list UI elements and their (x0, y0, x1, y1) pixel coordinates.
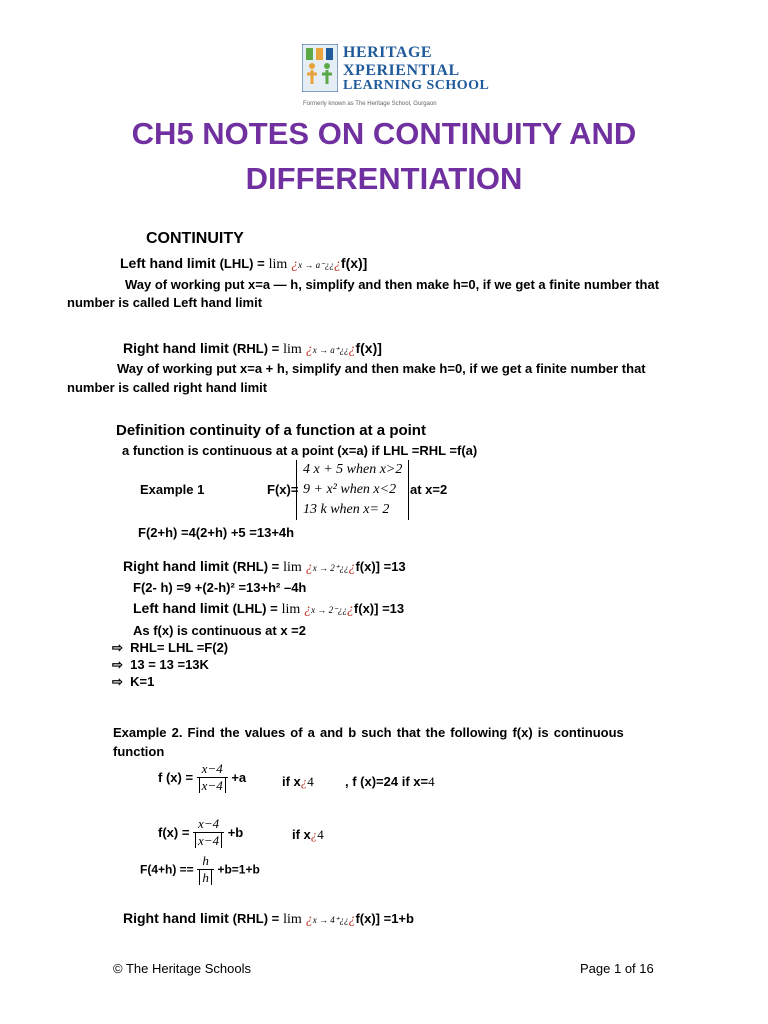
example1-bullet-3: ⇨ K=1 (112, 674, 155, 689)
lim-operator: lim (268, 257, 288, 272)
lhl-abbr: (LHL) = (219, 256, 265, 271)
definition-heading: Definition continuity of a function at a point (116, 422, 426, 439)
limit-subscript: x → a⁺¿¿ (312, 345, 349, 355)
rhl-label: Right hand limit (123, 910, 229, 926)
missing-glyph: ¿ (346, 602, 354, 617)
page-title-line2: DIFFERENTIATION (245, 161, 523, 196)
example1-step2: F(2- h) =9 +(2-h)² =13+h² –4h (133, 580, 307, 595)
logo-emblem (302, 44, 338, 92)
case-1: 4 x + 5 when x>2 (303, 462, 403, 477)
example2-f4h: F(4+h) == $\frac{h}{h}$ +b=1+b (140, 853, 260, 885)
fx-close: f(x)] (340, 255, 368, 271)
logo-line2: XPERIENTIAL (343, 62, 460, 79)
limit-subscript: x → a⁻¿¿ (298, 260, 334, 270)
example1-lhl (133, 600, 404, 618)
missing-glyph: ¿ (300, 774, 308, 789)
lhl-label: Left hand limit (133, 600, 229, 616)
lim-operator: lim (283, 342, 302, 357)
footer-page-number: Page 1 of 16 (580, 961, 654, 976)
rhl-label: Right hand limit (123, 558, 229, 574)
missing-glyph: ¿ (305, 560, 313, 575)
definition-text: a function is continuous at a point (x=a) if LHL =RHL =f(a) (122, 443, 478, 458)
lim-operator: lim (281, 602, 301, 617)
arrow-icon: ⇨ (112, 640, 123, 655)
continuity-heading: CONTINUITY (146, 230, 244, 247)
missing-glyph: ¿ (310, 827, 318, 842)
footer-copyright: © The Heritage Schools (113, 961, 251, 976)
missing-glyph: ¿ (348, 912, 356, 927)
plus-b: +b (227, 825, 244, 840)
example1-step3: As f(x) is continuous at x =2 (133, 623, 307, 638)
missing-glyph: ¿ (333, 257, 341, 272)
limit-subscript: x → 2⁺¿¿ (312, 563, 349, 573)
rhl-description-line1: Way of working put x=a + h, simplify and then make h=0, if we get a finite number that (117, 361, 646, 376)
lhl-description-line1: Way of working put x=a — h, simplify and then make h=0, if we get a finite number that (125, 277, 660, 292)
rhl-result: f(x)] =1+b (355, 911, 414, 926)
example1-step1: F(2+h) =4(2+h) +5 =13+4h (138, 525, 295, 540)
lhl-label: Left hand limit (120, 255, 216, 271)
rhl-abbr: (RHL) = (232, 911, 280, 926)
example2-cond1: if x¿4 (282, 774, 314, 789)
lhl-definition (120, 255, 367, 273)
lhl-result: f(x)] =13 (353, 601, 405, 616)
rhl-result: f(x)] =13 (355, 559, 406, 574)
missing-glyph: ¿ (291, 257, 299, 272)
example2-line2: function (113, 744, 165, 759)
missing-glyph: ¿ (304, 602, 312, 617)
fx-close: f(x)] (355, 340, 382, 356)
lim-operator: lim (283, 560, 302, 575)
example1-rhl (123, 558, 406, 576)
limit-subscript: x → 2⁻¿¿ (311, 605, 347, 615)
example2-f-def2 (158, 816, 243, 849)
arrow-icon: ⇨ (112, 674, 123, 689)
lhl-description-line2: number is called Left hand limit (67, 295, 263, 310)
lhl-abbr: (LHL) = (232, 601, 278, 616)
page-title-line1: CH5 NOTES ON CONTINUITY AND (131, 116, 637, 151)
missing-glyph: ¿ (348, 560, 356, 575)
fraction: $\frac{x-4}{x-4}$ (193, 816, 224, 849)
missing-glyph: ¿ (348, 342, 356, 357)
f-label: f (x) = (158, 770, 194, 785)
example1-bullet-1: ⇨ RHL= LHL =F(2) (112, 640, 229, 655)
plus-a: +a (231, 770, 247, 785)
example2-cond2: , f (x)=24 if x=4 (345, 774, 435, 789)
missing-glyph: ¿ (305, 342, 313, 357)
piecewise-matrix (296, 460, 409, 520)
logo-line3: LEARNING SCHOOL (343, 78, 490, 93)
example2-rhl (123, 910, 414, 928)
example1-fx-label: F(x)= (267, 482, 299, 497)
rhl-definition (123, 340, 382, 358)
example1-bullet-2: ⇨ 13 = 13 =13K (112, 657, 209, 672)
logo-line1: HERITAGE (343, 44, 433, 61)
rhl-label: Right hand limit (123, 340, 229, 356)
example1-point: at x=2 (410, 482, 448, 497)
example2-line1: Example 2. Find the values of a and b such that the following f(x) is continuous (113, 725, 624, 740)
lim-operator: lim (283, 912, 302, 927)
f-label: f(x) = (158, 825, 190, 840)
missing-glyph: ¿ (305, 912, 313, 927)
example2-f-def1 (158, 761, 246, 794)
logo-tagline: Formerly known as The Heritage School, Gurgaon (303, 101, 437, 107)
case-3: 13 k when x= 2 (303, 502, 390, 517)
rhl-description-line2: number is called right hand limit (67, 380, 268, 395)
example1-label: Example 1 (140, 482, 205, 497)
rhl-abbr: (RHL) = (232, 559, 280, 574)
case-2: 9 + x² when x<2 (303, 482, 397, 497)
limit-subscript: x → 4⁺¿¿ (312, 915, 349, 925)
example2-cond3: if x¿4 (292, 827, 324, 842)
fraction: $\frac{x-4}{x-4}$ (197, 761, 228, 794)
arrow-icon: ⇨ (112, 657, 123, 672)
rhl-abbr: (RHL) = (232, 341, 280, 356)
fraction: $\frac{h}{h}$ (197, 853, 214, 886)
